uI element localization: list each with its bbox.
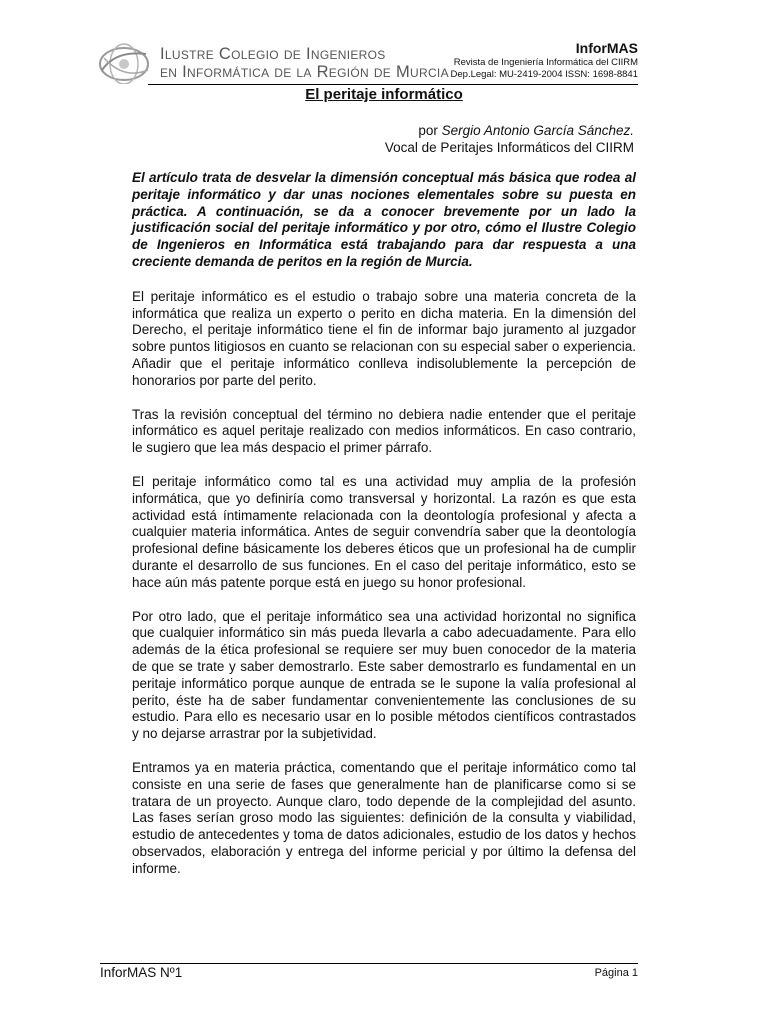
college-name bbox=[160, 45, 449, 81]
byline bbox=[385, 122, 634, 156]
header-divider bbox=[148, 84, 638, 85]
magazine-name: InforMAS bbox=[575, 40, 638, 56]
footer-divider bbox=[100, 963, 638, 964]
article-body bbox=[132, 170, 636, 894]
byline-prefix: por bbox=[418, 123, 438, 138]
paragraph: Entramos ya en materia práctica, comentando que el peritaje informático como tal consiste en una serie de fases que generalmente han de planificarse como si se tratara de un proyecto. Aunque claro, todo depende de la complejidad del asunto. Las fases serían groso modo las siguientes: definición de la consulta y viabilidad, estudio de antecedentes y toma de datos adicionales, estudio de los datos y hechos observados, elaboración y entrega del informe pericial y por último la defensa del informe. bbox=[132, 759, 636, 876]
paragraph: El peritaje informático es el estudio o trabajo sobre una materia concreta de la informática que realiza un experto o perito en dicha materia. En la dimensión del Derecho, el peritaje informático tiene el fin de informar bajo juramento al juzgador sobre puntos litigiosos en cuanto se relacionan con su especial saber o experiencia. Añadir que el peritaje informático conlleva indisolublemente la percepción de honorarios por parte del perito. bbox=[132, 288, 636, 388]
author-role: Vocal de Peritajes Informáticos del CIIRM bbox=[384, 140, 634, 155]
article-title: El peritaje informático bbox=[305, 86, 463, 103]
magazine-info bbox=[451, 40, 638, 81]
paragraph: Tras la revisión conceptual del término no debiera nadie entender que el peritaje informático es aquel peritaje realizado con medios informáticos. En caso contrario, le sugiero que lea más despacio el primer párrafo. bbox=[132, 406, 636, 456]
author-name: Sergio Antonio García Sánchez. bbox=[441, 123, 634, 138]
legal-info: Dep.Legal: MU-2419-2004 ISSN: 1698-8841 bbox=[450, 69, 638, 80]
article-abstract: El artículo trata de desvelar la dimensión conceptual más básica que rodea al peritaje informático y dar unas nociones elementales sobre su puesta en práctica. A continuación, se da a conocer brevemente por un lado la justificación social del peritaje informático y por otro, cómo el Ilustre Colegio de Ingenieros en Informática está trabajando para dar respuesta a una creciente demanda de peritos en la región de Murcia. bbox=[132, 170, 636, 269]
college-logo-icon bbox=[96, 40, 152, 84]
footer-page-number: Página 1 bbox=[594, 967, 638, 979]
magazine-subtitle: Revista de Ingeniería Informática del CIIRM bbox=[453, 57, 638, 68]
page-header bbox=[96, 40, 638, 84]
college-name-line1: Ilustre Colegio de Ingenieros bbox=[160, 45, 386, 63]
footer-issue: InforMAS Nº1 bbox=[100, 965, 183, 980]
paragraph: Por otro lado, que el peritaje informático sea una actividad horizontal no significa que cualquier informático sin más pueda llevarla a cabo adecuadamente. Para ello además de la ética profesional se requiere ser muy buen conocedor de la materia de que se trate y saber demostrarlo. Este saber demostrarlo es fundamental en un peritaje informático porque aunque de entrada se le supone la valía profesional al perito, éste ha de saber fundamentar convenientemente las conclusiones de su estudio. Para ello es necesario usar en lo posible métodos científicos contrastados y no dejarse arrastrar por la subjetividad. bbox=[132, 608, 636, 742]
paragraph: El peritaje informático como tal es una actividad muy amplia de la profesión informática, que yo definiría como transversal y horizontal. La razón es que esta actividad está íntimamente relacionada con la deontología profesional y afecta a cualquier materia informática. Antes de seguir convendría saber que la deontología profesional define básicamente los deberes éticos que un profesional ha de cumplir durante el desarrollo de sus funciones. En el caso del peritaje informático, esto se hace aún más patente porque está en juego su honor profesional. bbox=[132, 473, 636, 590]
college-name-line2: en Informática de la Región de Murcia bbox=[160, 63, 449, 81]
